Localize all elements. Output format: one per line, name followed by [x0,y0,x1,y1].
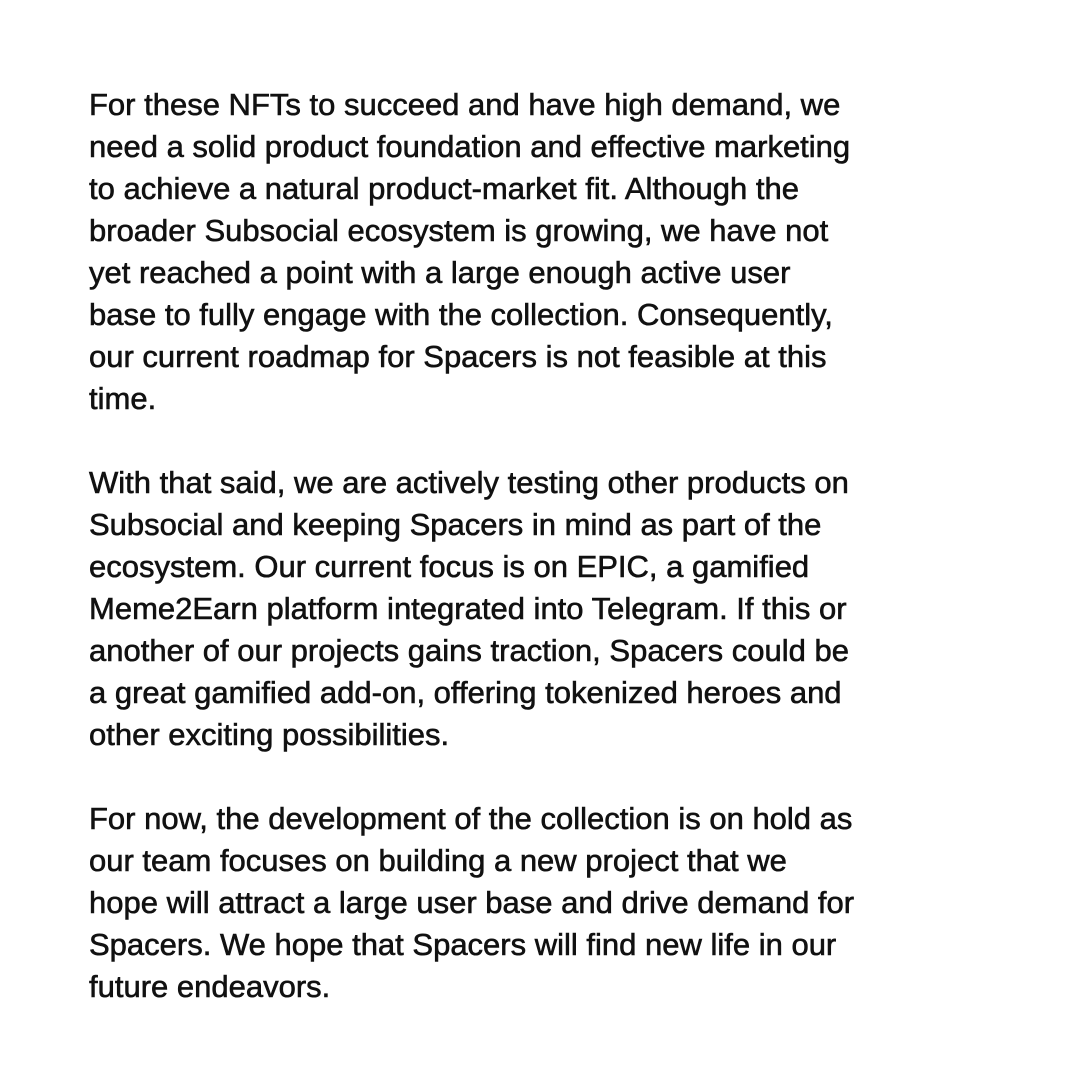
text-line: ecosystem. Our current focus is on EPIC, a gamified [89,549,810,584]
text-line: need a solid product foundation and effective marketing [89,129,851,164]
text-line: our team focuses on building a new project that we [89,843,787,878]
text-line: another of our projects gains traction, Spacers could be [89,633,849,668]
text-line: For now, the development of the collection is on hold as [89,801,853,836]
text-line: Meme2Earn platform integrated into Telegram. If this or [89,591,847,626]
paragraph [89,798,854,1008]
text-line: future endeavors. [89,969,331,1004]
text-line: a great gamified add-on, offering tokenized heroes and [89,675,842,710]
text-line: For these NFTs to succeed and have high demand, we [89,87,841,122]
paragraph [89,84,854,420]
document-body [89,84,854,1050]
text-line: base to fully engage with the collection. Consequently, [89,297,833,332]
text-line: our current roadmap for Spacers is not feasible at this [89,339,827,374]
text-line: Subsocial and keeping Spacers in mind as part of the [89,507,822,542]
text-line: With that said, we are actively testing other products on [89,465,849,500]
text-line: hope will attract a large user base and drive demand for [89,885,855,920]
text-line: time. [89,381,157,416]
paragraph [89,462,854,756]
text-line: Spacers. We hope that Spacers will find new life in our [89,927,837,962]
text-line: to achieve a natural product-market fit. Although the [89,171,799,206]
text-line: other exciting possibilities. [89,717,450,752]
text-line: yet reached a point with a large enough active user [89,255,791,290]
text-line: broader Subsocial ecosystem is growing, we have not [89,213,829,248]
